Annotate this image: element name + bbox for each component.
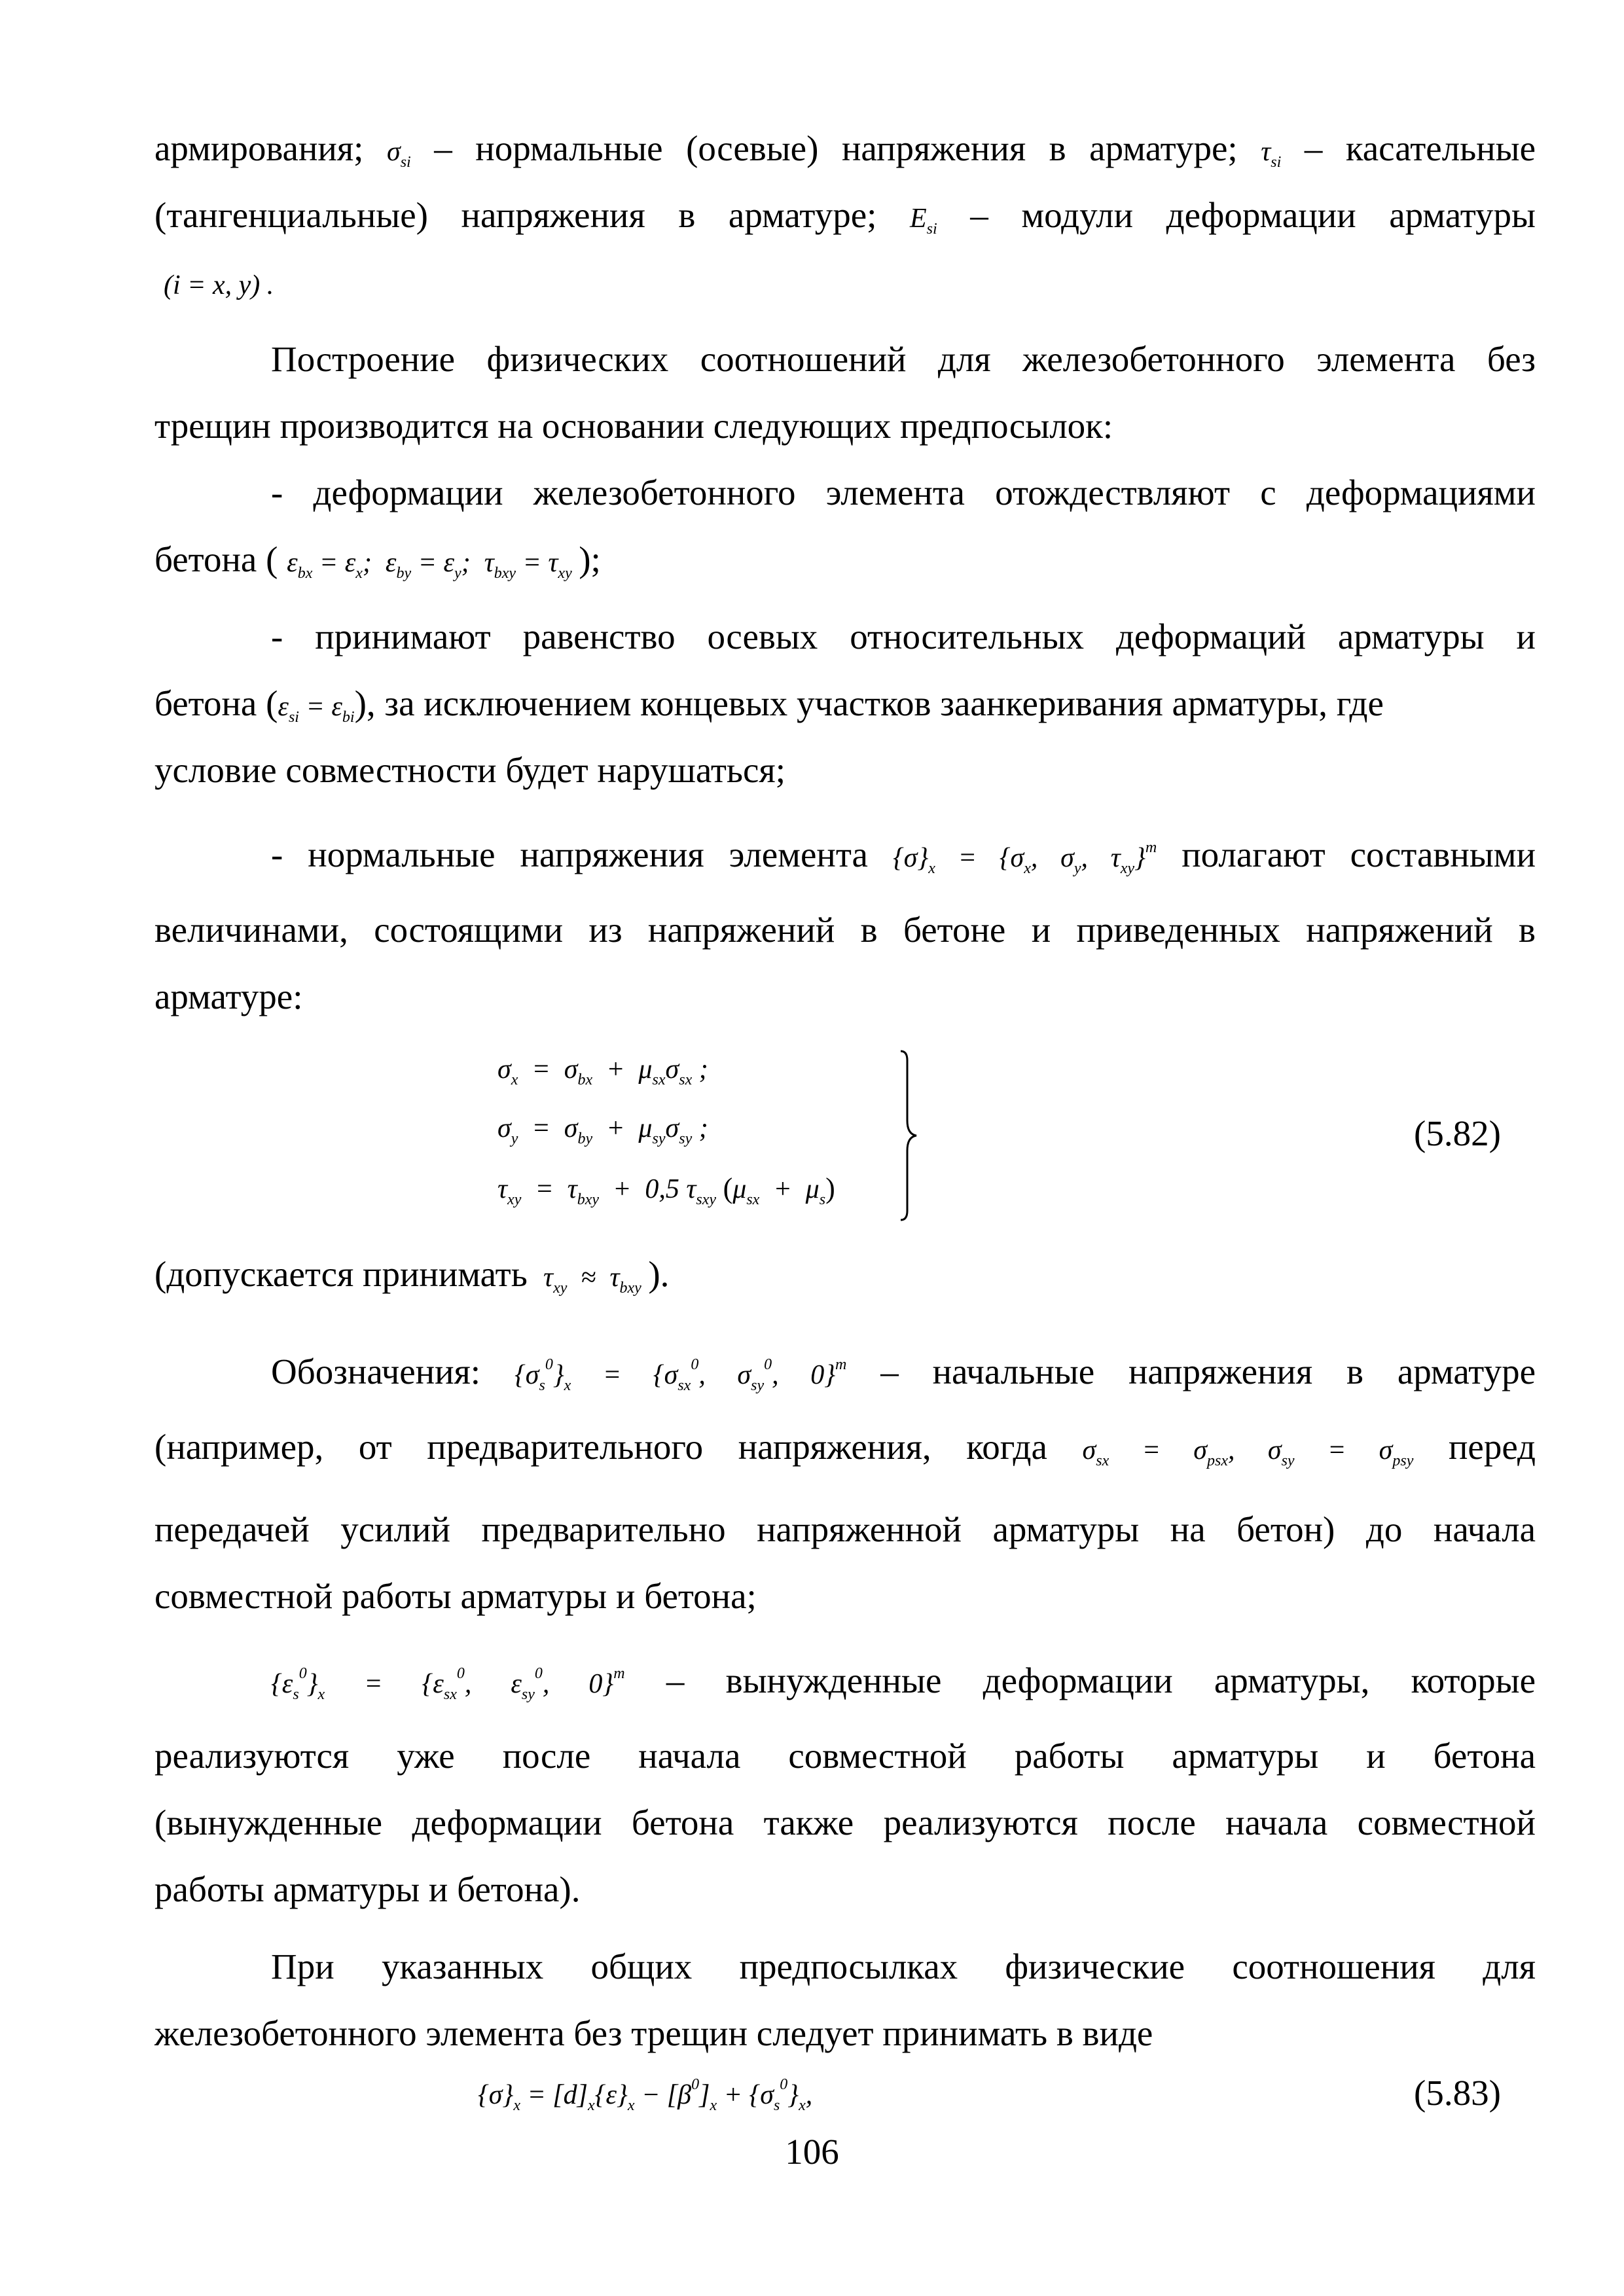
text-fragment: работы арматуры и бетона). xyxy=(154,1869,581,1909)
forced-deformation-line xyxy=(154,1640,1536,1728)
paragraph-construction-cont xyxy=(154,393,1536,459)
right-curly-brace-icon xyxy=(897,1047,923,1224)
equation-5-82-line-2: $\sigma_y = \sigma_{by} + \mu_{sy}\sigma_{sy}$ ; xyxy=(497,1113,708,1147)
text-fragment: – нормальные (осевые) напряжения в арматуре; xyxy=(434,128,1238,168)
equation-5-82-line-3: $\tau_{xy} = \tau_{bxy} + 0,5$ $\tau_{sxy}$ $(\mu_{sx} + \mu_s)$ xyxy=(497,1172,835,1208)
formula-prestress: $\sigma_{sx} = \sigma_{psx}$, $\sigma_{sy} = \sigma_{psy}$ xyxy=(1082,1435,1414,1469)
final-paragraph-cont xyxy=(154,2000,1536,2067)
text-fragment: реализуются уже после начала совместной работы арматуры и бетона xyxy=(154,1736,1536,1776)
formula-strain-equality: $\varepsilon_{si} = \varepsilon_{bi}$ xyxy=(278,692,355,726)
text-fragment: ), за исключением концевых участков заанкеривания арматуры, где xyxy=(354,683,1384,723)
forced-line-2 xyxy=(154,1723,1536,1789)
text-fragment: бетона ( xyxy=(154,683,278,723)
text-fragment: – модули деформации арматуры xyxy=(970,195,1536,235)
text-fragment: ). xyxy=(648,1254,670,1294)
list-item-2-cont-2 xyxy=(154,737,1536,804)
formula-sigma-si: $\sigma_{si}$ xyxy=(386,137,411,171)
text-fragment: железобетонного элемента без трещин следует принимать в виде xyxy=(154,2013,1153,2053)
equation-5-83: $\{\sigma\}_x = [d]_x\{\varepsilon\}_x - [\beta^0]_x + \{\sigma_s^0\}_x$, xyxy=(478,2076,813,2114)
forced-line-3 xyxy=(154,1789,1536,1856)
text-fragment: (например, от предварительного напряжения, когда xyxy=(154,1427,1047,1467)
formula-tau-approx: $\tau_{xy} \approx \tau_{bxy}$ xyxy=(536,1263,641,1297)
text-fragment: армирования; xyxy=(154,128,364,168)
text-fragment: – вынужденные деформации арматуры, которые xyxy=(666,1660,1536,1700)
equation-number-5-82: (5.82) xyxy=(1414,1113,1501,1153)
list-item-3-cont-2 xyxy=(154,963,1536,1030)
text-line-3 xyxy=(154,249,1536,319)
list-item-1-cont xyxy=(154,526,1536,607)
text-fragment: (допускается принимать xyxy=(154,1254,528,1294)
text-fragment: Построение физических соотношений для железобетонного элемента без xyxy=(271,339,1536,379)
text-fragment: - принимают равенство осевых относительных деформаций арматуры и xyxy=(271,617,1536,656)
example-line xyxy=(154,1414,1536,1494)
list-item-1 xyxy=(154,459,1536,526)
text-fragment: арматуре: xyxy=(154,977,303,1016)
text-fragment: При указанных общих предпосылках физические соотношения для xyxy=(271,1946,1536,1986)
text-fragment: - нормальные напряжения элемента xyxy=(271,834,868,874)
forced-line-4 xyxy=(154,1856,1536,1923)
text-fragment: (вынужденные деформации бетона также реализуются после начала совместной xyxy=(154,1803,1536,1842)
formula-E-si: $E_{si}$ xyxy=(910,204,937,238)
text-fragment: ); xyxy=(579,539,601,579)
text-fragment: бетона ( xyxy=(154,539,278,579)
list-item-3-cont xyxy=(154,897,1536,963)
example-line-3 xyxy=(154,1563,1536,1630)
formula-tau-si: $\tau_{si}$ xyxy=(1261,137,1282,171)
formula-index-range: (i = x, y) . xyxy=(164,270,274,300)
equation-number-5-83: (5.83) xyxy=(1414,2073,1501,2113)
text-fragment: (тангенциальные) напряжения в арматуре; xyxy=(154,195,877,235)
example-line-2 xyxy=(154,1496,1536,1563)
text-fragment: трещин производится на основании следующих предпосылок: xyxy=(154,406,1113,446)
notation-line xyxy=(154,1331,1536,1419)
formula-forced-strain: $\{\varepsilon_s^0\}_x = \{\varepsilon_{sx}^0$, $\varepsilon_{sy}^0$, 0}$^т$ xyxy=(271,1665,625,1703)
final-paragraph xyxy=(154,1933,1536,2000)
equation-5-82-line-1: $\sigma_x = \sigma_{bx} + \mu_{sx}\sigma_{sx}$ ; xyxy=(497,1054,708,1088)
text-fragment: – касательные xyxy=(1304,128,1536,168)
text-fragment: совместной работы арматуры и бетона; xyxy=(154,1576,757,1616)
text-fragment: полагают составными xyxy=(1182,834,1536,874)
text-fragment: Обозначения: xyxy=(271,1352,481,1391)
page-number: 106 xyxy=(785,2132,839,2172)
text-fragment: – начальные напряжения в арматуре xyxy=(880,1352,1536,1391)
list-item-3 xyxy=(154,814,1536,902)
text-fragment: - деформации железобетонного элемента отождествляют с деформациями xyxy=(271,473,1536,512)
allowance-line xyxy=(154,1241,1536,1321)
text-fragment: условие совместности будет нарушаться; xyxy=(154,750,786,790)
formula-deformation-identity: $\varepsilon_{bx} = \varepsilon_x$; $\varepsilon_{by} = \varepsilon_y$; $\tau_{bxy} = \tau_{xy}$ xyxy=(287,548,572,582)
text-fragment: перед xyxy=(1448,1427,1536,1467)
paragraph-construction xyxy=(154,326,1536,393)
formula-initial-stress: $\{\sigma_s^0\}_x = \{\sigma_{sx}^0$, $\sigma_{sy}^0$, 0}$^т$ xyxy=(514,1356,847,1394)
text-fragment: величинами, состоящими из напряжений в бетоне и приведенных напряжений в xyxy=(154,910,1536,950)
formula-stress-vector: $\{\sigma\}_x = \{\sigma_x$, $\sigma_y$, $\tau_{xy}\}^т$ xyxy=(892,839,1157,877)
list-item-2 xyxy=(154,603,1536,670)
text-fragment: передачей усилий предварительно напряженной арматуры на бетон) до начала xyxy=(154,1509,1536,1549)
